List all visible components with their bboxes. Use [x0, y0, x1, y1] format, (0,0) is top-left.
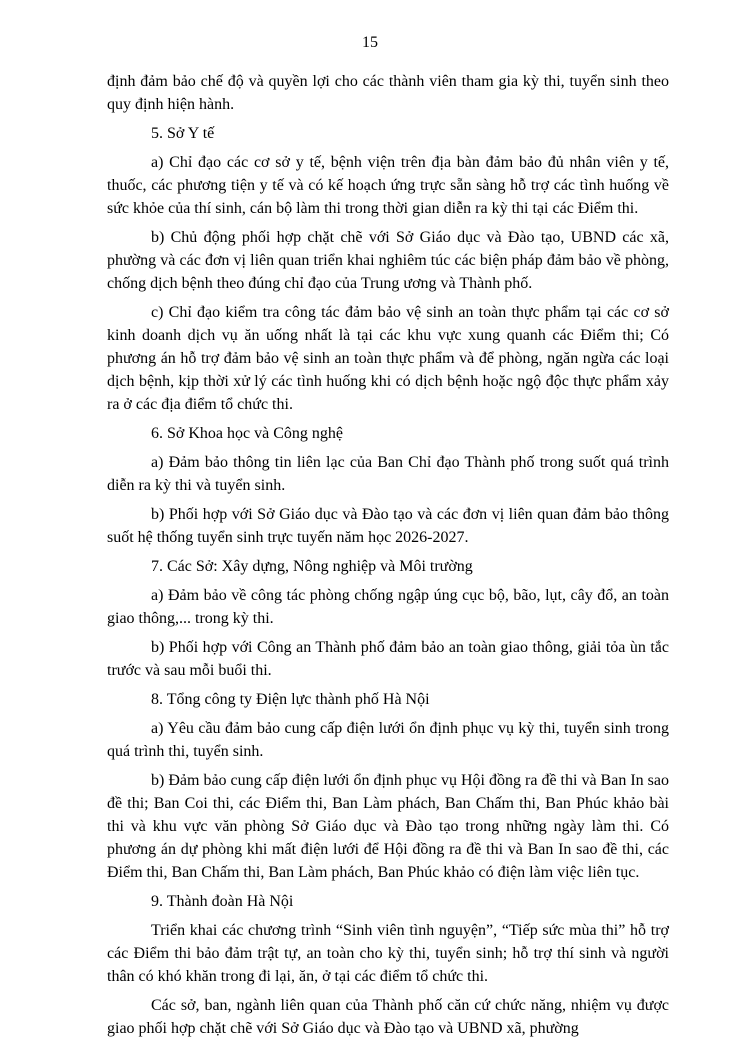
paragraph: Triển khai các chương trình “Sinh viên tình nguyện”, “Tiếp sức mùa thi” hỗ trợ các Điểm thi bảo đảm trật tự, an toàn cho kỳ thi, tuyển sinh; hỗ trợ thí sinh và người thân có khó khăn trong đi lại, ăn, ở tại các điểm tổ chức thi. [107, 922, 669, 985]
section-heading-construction: 7. Các Sở: Xây dựng, Nông nghiệp và Môi trường [151, 558, 473, 575]
paragraph: b) Đảm bảo cung cấp điện lưới ổn định phục vụ Hội đồng ra đề thi và Ban In sao đề thi; Ban Coi thi, các Điểm thi, Ban Làm phách, Ban Chấm thi, Ban Phúc khảo bài thi và khu vực văn phòng Sở Giáo dục và Đào tạo trong những ngày làm thi. Có phương án dự phòng khi mất điện lưới để Hội đồng ra đề thi và Ban In sao đề thi, các Điểm thi, Ban Chấm thi, Ban Làm phách, Ban Phúc khảo có điện làm việc liên tục. [107, 772, 669, 881]
paragraph: a) Đảm bảo thông tin liên lạc của Ban Chỉ đạo Thành phố trong suốt quá trình diễn ra kỳ thi và tuyển sinh. [107, 454, 669, 494]
paragraph: a) Đảm bảo về công tác phòng chống ngập úng cục bộ, bão, lụt, cây đổ, an toàn giao thông,... trong kỳ thi. [107, 587, 669, 627]
paragraph: b) Phối hợp với Công an Thành phố đảm bảo an toàn giao thông, giải tỏa ùn tắc trước và sau mỗi buổi thi. [107, 639, 669, 679]
section-heading-electricity: 8. Tổng công ty Điện lực thành phố Hà Nội [151, 691, 430, 708]
section-heading-youth-union: 9. Thành đoàn Hà Nội [151, 893, 294, 910]
paragraph: a) Chỉ đạo các cơ sở y tế, bệnh viện trên địa bàn đảm bảo đủ nhân viên y tế, thuốc, các phương tiện y tế và có kế hoạch ứng trực sẵn sàng hỗ trợ các tình huống về sức khỏe của thí sinh, cán bộ làm thi trong thời gian diễn ra kỳ thi tại các Điểm thi. [107, 154, 669, 217]
paragraph: c) Chỉ đạo kiểm tra công tác đảm bảo vệ sinh an toàn thực phẩm tại các cơ sở kinh doanh dịch vụ ăn uống nhất là tại các khu vực xung quanh các Điểm thi; Có phương án hỗ trợ đảm bảo vệ sinh an toàn thực phẩm và để phòng, ngăn ngừa các loại dịch bệnh, kịp thời xử lý các tình huống khi có dịch bệnh hoặc ngộ độc thực phẩm xảy ra ở các địa điểm tổ chức thi. [107, 304, 669, 413]
page-number: 15 [362, 34, 378, 51]
document-body [107, 70, 669, 1046]
section-heading-science: 6. Sở Khoa học và Công nghệ [151, 425, 343, 442]
paragraph: b) Chủ động phối hợp chặt chẽ với Sở Giáo dục và Đào tạo, UBND các xã, phường và các đơn vị liên quan triển khai nghiêm túc các biện pháp đảm bảo về phòng, chống dịch bệnh theo đúng chỉ đạo của Trung ương và Thành phố. [107, 229, 669, 292]
paragraph-continuation: định đảm bảo chế độ và quyền lợi cho các thành viên tham gia kỳ thi, tuyển sinh theo quy định hiện hành. [107, 73, 669, 113]
paragraph: b) Phối hợp với Sở Giáo dục và Đào tạo và các đơn vị liên quan đảm bảo thông suốt hệ thống tuyển sinh trực tuyến năm học 2026-2027. [107, 506, 669, 546]
paragraph: Các sở, ban, ngành liên quan của Thành phố căn cứ chức năng, nhiệm vụ được giao phối hợp chặt chẽ với Sở Giáo dục và Đào tạo và UBND xã, phường [107, 997, 669, 1037]
section-heading-health: 5. Sở Y tế [151, 125, 215, 142]
paragraph: a) Yêu cầu đảm bảo cung cấp điện lưới ổn định phục vụ kỳ thi, tuyển sinh trong quá trình thi, tuyển sinh. [107, 720, 669, 760]
